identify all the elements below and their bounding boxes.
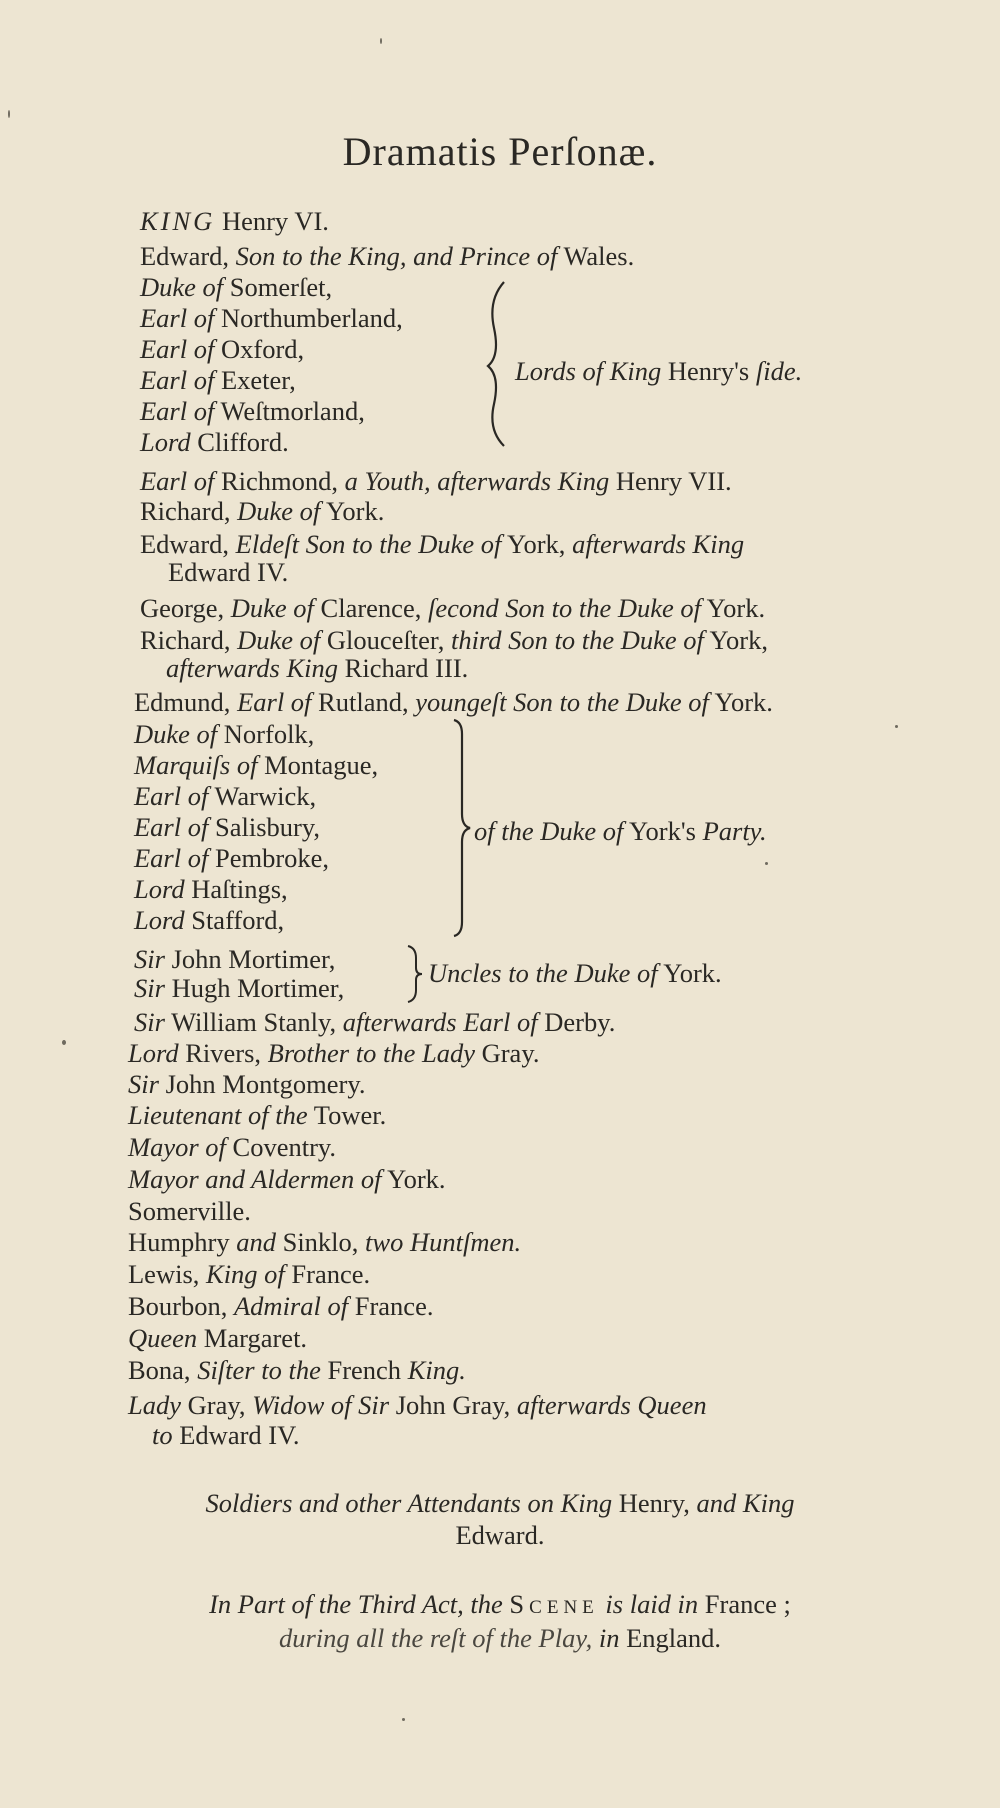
entry-name-2: French bbox=[320, 1355, 408, 1385]
entry-name: Northumberland, bbox=[214, 303, 403, 333]
entry-somerset bbox=[140, 271, 332, 303]
entry-title: Queen bbox=[128, 1323, 198, 1353]
entry-name-2: Henry VII. bbox=[609, 466, 732, 496]
scene-text: In Part of the Third Act, the bbox=[209, 1589, 510, 1619]
entry-role: Eldeſt Son to the Duke of bbox=[235, 529, 502, 559]
entry-lady-gray-cont bbox=[152, 1419, 299, 1451]
entry-role: Brother to the Lady bbox=[267, 1038, 475, 1068]
entry-westmorland bbox=[140, 395, 365, 427]
scene-text-4: in bbox=[598, 1623, 620, 1653]
soldiers-line-2 bbox=[0, 1519, 1000, 1551]
group-name: York's bbox=[623, 816, 703, 846]
entry-title: Marquiſs of bbox=[134, 750, 258, 780]
entry-name: Coventry. bbox=[225, 1132, 337, 1162]
entry-role-2: afterwards Queen bbox=[516, 1390, 707, 1420]
entry-place-2: York. bbox=[701, 593, 766, 623]
entry-lewis bbox=[128, 1258, 370, 1290]
group-label-end: Party. bbox=[702, 816, 767, 846]
entry-name: Richard, bbox=[140, 625, 238, 655]
entry-king-henry bbox=[140, 205, 329, 237]
uncles-brace bbox=[404, 944, 426, 1004]
entry-name: Stafford, bbox=[184, 905, 285, 935]
entry-name: John Montgomery. bbox=[158, 1069, 366, 1099]
group-label: Lords of King bbox=[515, 356, 662, 386]
entry-role: Duke of bbox=[237, 496, 321, 526]
entry-role-2: ſecond Son to the Duke of bbox=[427, 593, 701, 623]
entry-richmond bbox=[140, 465, 732, 497]
scan-speck bbox=[380, 38, 382, 44]
entry-role: Siſter to the bbox=[197, 1355, 321, 1385]
entry-name: Gray, bbox=[181, 1390, 253, 1420]
scan-speck bbox=[765, 862, 768, 865]
entry-richard-york bbox=[140, 495, 384, 527]
entry-title: Lieutenant of the bbox=[128, 1100, 308, 1130]
lancaster-label bbox=[515, 355, 802, 387]
entry-place: France. bbox=[284, 1259, 371, 1289]
entry-somerville bbox=[128, 1195, 251, 1227]
entry-role: Admiral of bbox=[234, 1291, 349, 1321]
entry-name: Humphry bbox=[128, 1227, 237, 1257]
entry-role: afterwards King bbox=[166, 653, 339, 683]
entry-name: Somerville. bbox=[128, 1196, 251, 1226]
entry-place: Derby. bbox=[537, 1007, 616, 1037]
entry-george-clarence bbox=[140, 592, 765, 624]
scan-speck bbox=[895, 725, 898, 728]
entry-name: Edmund, bbox=[134, 687, 238, 717]
entry-hastings bbox=[134, 873, 288, 905]
entry-name: Somerſet, bbox=[223, 272, 333, 302]
entry-john-mortimer bbox=[134, 943, 335, 975]
entry-name: Tower. bbox=[307, 1100, 387, 1130]
scene-word: Scene bbox=[509, 1589, 599, 1619]
entry-role: two Huntſmen. bbox=[365, 1227, 522, 1257]
entry-name: Weſtmorland, bbox=[214, 396, 365, 426]
entry-name: Clifford. bbox=[190, 427, 289, 457]
soldiers-text: Soldiers and other Attendants on King bbox=[205, 1488, 613, 1518]
entry-name: Warwick, bbox=[208, 781, 317, 811]
entry-role: Earl of bbox=[237, 687, 312, 717]
entry-clifford bbox=[140, 426, 289, 458]
entry-place-2: York, bbox=[703, 625, 768, 655]
entry-richard-gloucester-cont bbox=[166, 652, 468, 684]
entry-name: Pembroke, bbox=[208, 843, 330, 873]
york-label bbox=[474, 815, 767, 847]
entry-northumberland bbox=[140, 302, 403, 334]
entry-title: Earl of bbox=[134, 812, 209, 842]
entry-name: Oxford, bbox=[214, 334, 305, 364]
entry-name: Exeter, bbox=[214, 365, 296, 395]
group-label: of the Duke of bbox=[474, 816, 624, 846]
entry-role: Duke of bbox=[237, 625, 321, 655]
entry-bona bbox=[128, 1354, 466, 1386]
entry-edward-prince bbox=[140, 240, 634, 272]
entry-title: Mayor and Aldermen of bbox=[128, 1164, 382, 1194]
entry-conj: to bbox=[152, 1420, 173, 1450]
entry-title: Lord bbox=[128, 1038, 179, 1068]
entry-lieutenant bbox=[128, 1099, 386, 1131]
entry-name: Edward, bbox=[140, 241, 236, 271]
entry-edward-york-cont bbox=[168, 556, 288, 588]
group-label: Uncles to the Duke of bbox=[428, 958, 658, 988]
scene-text-2: is laid in bbox=[598, 1589, 699, 1619]
entry-title: Lady bbox=[128, 1390, 181, 1420]
entry-role-2: King. bbox=[407, 1355, 466, 1385]
entry-montague bbox=[134, 749, 378, 781]
entry-title: Mayor of bbox=[128, 1132, 226, 1162]
entry-name: Bourbon, bbox=[128, 1291, 234, 1321]
entry-name: Edward IV. bbox=[168, 557, 289, 587]
entry-mayor-york bbox=[128, 1163, 446, 1195]
soldiers-text-2: and King bbox=[696, 1488, 795, 1518]
entry-place: York. bbox=[320, 496, 385, 526]
scan-speck bbox=[402, 1718, 405, 1721]
entry-pembroke bbox=[134, 842, 329, 874]
entry-title: Earl of bbox=[134, 781, 209, 811]
entry-name: Richard III. bbox=[338, 653, 469, 683]
entry-title: Earl of bbox=[134, 843, 209, 873]
soldiers-name-2: Edward. bbox=[455, 1520, 545, 1550]
entry-mayor-coventry bbox=[128, 1131, 336, 1163]
entry-title: Earl of bbox=[140, 334, 215, 364]
entry-place-2: York. bbox=[708, 687, 773, 717]
entry-role-2: third Son to the Duke of bbox=[450, 625, 704, 655]
group-name: Henry's bbox=[661, 356, 756, 386]
page-title: Dramatis Perſonæ. bbox=[342, 129, 658, 174]
entry-name: Haſtings, bbox=[184, 874, 288, 904]
entry-name: Edward IV. bbox=[172, 1420, 300, 1450]
entry-role: Son to the King, and Prince of bbox=[235, 241, 558, 271]
entry-title: Duke of bbox=[134, 719, 218, 749]
entry-name-2: Sinklo, bbox=[275, 1227, 366, 1257]
entry-title: Sir bbox=[128, 1069, 159, 1099]
entry-queen-margaret bbox=[128, 1322, 307, 1354]
entry-name: Margaret. bbox=[197, 1323, 308, 1353]
entry-role: afterwards Earl of bbox=[342, 1007, 538, 1037]
entry-title: Lord bbox=[134, 874, 185, 904]
scene-place: France ; bbox=[698, 1589, 791, 1619]
uncles-label bbox=[428, 957, 722, 989]
entry-name: Montague, bbox=[257, 750, 379, 780]
entry-name: William Stanly, bbox=[164, 1007, 343, 1037]
scene-line-2 bbox=[0, 1622, 1000, 1654]
entry-title: Lord bbox=[140, 427, 191, 457]
entry-name: Edward, bbox=[140, 529, 236, 559]
entry-title: Sir bbox=[134, 973, 165, 1003]
entry-name-2: John Gray, bbox=[389, 1390, 517, 1420]
scene-text-3: during all the reſt of the Play, bbox=[278, 1623, 599, 1653]
entry-role: Widow of Sir bbox=[252, 1390, 390, 1420]
entry-salisbury bbox=[134, 811, 320, 843]
entry-place: Rutland, bbox=[311, 687, 416, 717]
entry-name: Norfolk, bbox=[217, 719, 315, 749]
entry-title: Duke of bbox=[140, 272, 224, 302]
entry-title: Earl of bbox=[140, 303, 215, 333]
entry-title: Sir bbox=[134, 1007, 165, 1037]
entry-bourbon bbox=[128, 1290, 433, 1322]
entry-name: George, bbox=[140, 593, 231, 623]
soldiers-line bbox=[0, 1487, 1000, 1519]
soldiers-name: Henry, bbox=[612, 1488, 697, 1518]
entry-norfolk bbox=[134, 718, 314, 750]
entry-name: Hugh Mortimer, bbox=[164, 973, 345, 1003]
scan-speck bbox=[8, 110, 10, 118]
entry-name: Lewis, bbox=[128, 1259, 207, 1289]
entry-title: KING bbox=[140, 206, 216, 236]
entry-place: York, bbox=[501, 529, 573, 559]
entry-role-2: afterwards King bbox=[572, 529, 745, 559]
entry-title: Earl of bbox=[140, 466, 215, 496]
entry-stafford bbox=[134, 904, 284, 936]
entry-montgomery bbox=[128, 1068, 366, 1100]
entry-place: Wales. bbox=[557, 241, 635, 271]
entry-exeter bbox=[140, 364, 296, 396]
entry-hugh-mortimer bbox=[134, 972, 344, 1004]
entry-title: Earl of bbox=[140, 396, 215, 426]
entry-title: Lord bbox=[134, 905, 185, 935]
entry-name: Bona, bbox=[128, 1355, 198, 1385]
entry-name: Henry VI. bbox=[215, 206, 329, 236]
entry-name: York. bbox=[381, 1164, 446, 1194]
entry-humphry-sinklo bbox=[128, 1226, 521, 1258]
entry-name: Richard, bbox=[140, 496, 238, 526]
entry-name: Salisbury, bbox=[208, 812, 321, 842]
entry-title: Sir bbox=[134, 944, 165, 974]
entry-warwick bbox=[134, 780, 316, 812]
entry-edmund-rutland bbox=[134, 686, 773, 718]
entry-rivers bbox=[128, 1037, 539, 1069]
entry-title: Earl of bbox=[140, 365, 215, 395]
entry-role: King of bbox=[206, 1259, 285, 1289]
entry-place: Glouceſter, bbox=[320, 625, 451, 655]
entry-name: Richmond, bbox=[214, 466, 345, 496]
entry-william-stanly bbox=[134, 1006, 615, 1038]
entry-role: a Youth, afterwards King bbox=[344, 466, 610, 496]
group-name: York. bbox=[657, 958, 722, 988]
scene-place-2: England. bbox=[619, 1623, 722, 1653]
scan-speck bbox=[62, 1040, 66, 1045]
scene-line bbox=[0, 1588, 1000, 1620]
entry-role: Duke of bbox=[230, 593, 314, 623]
group-label-end: ſide. bbox=[755, 356, 803, 386]
entry-oxford bbox=[140, 333, 304, 365]
entry-role-2: youngeſt Son to the Duke of bbox=[415, 687, 709, 717]
entry-name: John Mortimer, bbox=[164, 944, 336, 974]
entry-place: France. bbox=[348, 1291, 434, 1321]
entry-name: Rivers, bbox=[178, 1038, 268, 1068]
entry-conj: and bbox=[236, 1227, 276, 1257]
entry-place: Clarence, bbox=[313, 593, 428, 623]
entry-name-2: Gray. bbox=[474, 1038, 540, 1068]
entry-lady-gray bbox=[128, 1389, 707, 1421]
